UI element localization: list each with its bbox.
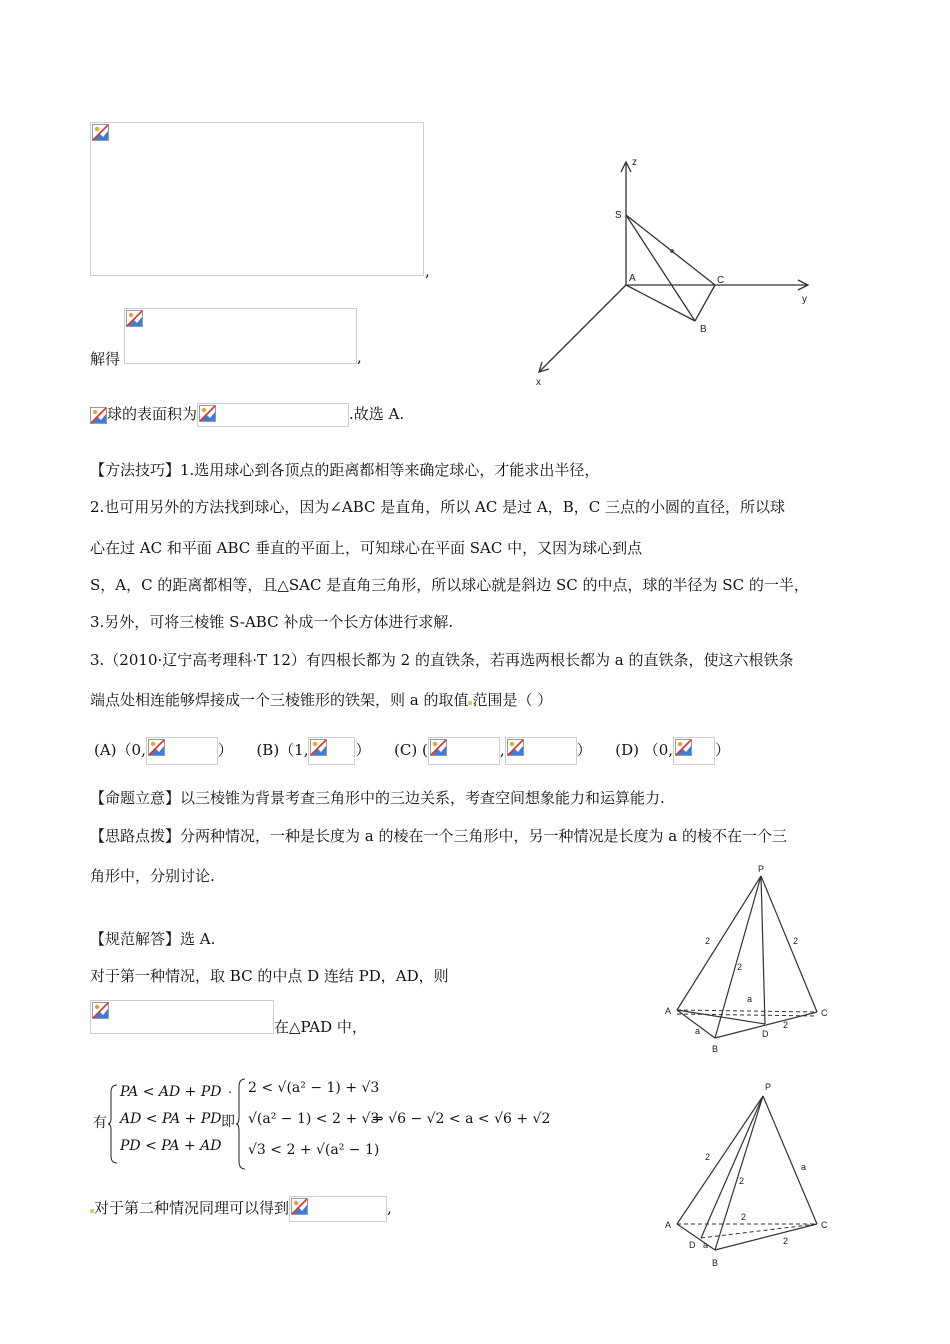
ji-label: 即 — [221, 1114, 235, 1130]
method-line: S，A，C 的距离都相等，且△SAC 是直角三角形，所以球心就是斜边 SC 的中点，球的半径为 SC 的一半， — [90, 576, 809, 594]
edge-label: 2 — [705, 1152, 711, 1162]
method-line: 【方法技巧】1.选用球心到各顶点的距离都相等来确定球心，才能求出半径， — [90, 461, 600, 479]
point-label-a: A — [629, 273, 636, 284]
method-line: 心在过 AC 和平面 ABC 垂直的平面上，可知球心在平面 SAC 中，又因为球心到点 — [90, 539, 643, 557]
in-pad-text: 在△PAD 中， — [274, 1018, 367, 1036]
edge-label: a — [695, 1026, 701, 1036]
answer-options — [94, 737, 730, 765]
hint-line: 【思路点拨】分两种情况，一种是长度为 a 的棱在一个三角形中，另一种情况是长度为 a 的棱不在一个三 — [90, 827, 787, 845]
answer-text: 对于第二种情况同理可以得到 — [94, 1199, 290, 1217]
problem-text: 范围是（ ） — [472, 691, 553, 709]
formula-image-placeholder — [90, 122, 424, 276]
axis-label-y: y — [802, 294, 807, 305]
comma: , — [357, 348, 362, 366]
option-b-close: ） — [355, 741, 371, 759]
implication: ⇒ √6 − √2 < a < √6 + √2 — [372, 1111, 551, 1127]
intent-line: 【命题立意】以三棱锥为背景考查三角形中的三边关系，考查空间想象能力和运算能力. — [90, 789, 665, 807]
vertex-label-b: B — [712, 1258, 719, 1268]
axis-label-x: x — [536, 377, 541, 388]
edge-label: 2 — [737, 962, 743, 972]
axis-label-z: z — [632, 157, 637, 168]
point-label-c: C — [717, 275, 725, 286]
formula-image-placeholder — [673, 737, 715, 765]
method-line: 2.也可用另外的方法找到球心，因为∠ABC 是直角，所以 AC 是过 A，B，C 三点的小圆的直径，所以球 — [90, 498, 785, 516]
formula-image-placeholder — [90, 1000, 274, 1034]
answer-line: 【规范解答】选 A. — [90, 930, 216, 948]
broken-image-icon — [92, 1002, 109, 1019]
edge-label: 2 — [739, 1176, 745, 1186]
broken-image-icon — [148, 739, 165, 756]
you-label: 有 — [93, 1115, 107, 1131]
formula-image-placeholder — [428, 737, 500, 765]
vertex-label-p: P — [765, 1082, 772, 1092]
option-a-label: (A)（0, — [94, 741, 146, 759]
surface-text: 球的表面积为 — [107, 405, 198, 423]
left-ineq: PD < PA + AD — [120, 1138, 222, 1154]
edge-label: a — [747, 994, 753, 1004]
edge-label: a — [703, 1240, 709, 1250]
vertex-label-a: A — [665, 1220, 672, 1230]
coordinate-axes-figure — [525, 150, 825, 390]
broken-image-icon — [90, 407, 107, 424]
broken-image-icon — [126, 310, 143, 327]
edge-label: 2 — [783, 1236, 789, 1246]
broken-image-icon — [310, 739, 327, 756]
answer-last-line — [90, 1196, 392, 1222]
option-c-label: (C) ( — [394, 741, 428, 759]
vertex-label-c: C — [821, 1220, 828, 1230]
option-b[interactable] — [256, 741, 370, 759]
vertex-label-p: P — [758, 864, 765, 874]
comma: , — [425, 262, 430, 280]
choose-text: .故选 A. — [349, 405, 405, 423]
formula-image-placeholder — [505, 737, 577, 765]
answer-line: 对于第一种情况，取 BC 的中点 D 连结 PD，AD，则 — [90, 967, 449, 985]
vertex-label-c: C — [821, 1008, 828, 1018]
right-ineq: √(a² − 1) < 2 + √3 — [248, 1111, 380, 1127]
comma: , — [387, 1199, 392, 1217]
edge-label: 2 — [783, 1020, 789, 1030]
option-a[interactable] — [94, 741, 233, 759]
broken-image-icon — [291, 1198, 308, 1215]
option-d-label: (D) （0, — [615, 741, 674, 759]
left-ineq: AD < PA + PD — [120, 1111, 222, 1127]
vertex-label-b: B — [712, 1044, 719, 1054]
vertex-label-a: A — [665, 1006, 672, 1016]
edge-label: 2 — [741, 1212, 747, 1222]
edge-label: a — [801, 1162, 807, 1172]
formula-image-placeholder — [124, 308, 357, 364]
midpoint-dot — [670, 249, 674, 253]
problem-text: 端点处相连能够焊接成一个三棱锥形的铁架，则 a 的取值 — [90, 691, 469, 709]
vertex-label-d: D — [762, 1029, 769, 1039]
formula-image-placeholder — [146, 737, 218, 765]
broken-image-icon — [92, 124, 109, 141]
option-c-comma: , — [499, 741, 505, 759]
broken-image-icon — [430, 739, 447, 756]
tetrahedron-figure-1 — [655, 862, 835, 1062]
tetrahedron-figure-2 — [655, 1078, 835, 1278]
option-b-label: (B)（1, — [256, 741, 309, 759]
formula-image-placeholder — [289, 1196, 387, 1222]
solve-label: 解得 — [90, 350, 121, 368]
option-a-close: ） — [217, 741, 233, 759]
broken-image-icon — [675, 739, 692, 756]
problem-line: 3.（2010·辽宁高考理科·T 12）有四根长都为 2 的直铁条，若再选两根长都为 a 的直铁条，使这六根铁条 — [90, 651, 794, 669]
surface-area-line — [90, 403, 404, 427]
option-d[interactable] — [615, 741, 730, 759]
right-ineq: √3 < 2 + √(a² − 1) — [248, 1142, 380, 1158]
right-ineq: 2 < √(a² − 1) + √3 — [248, 1080, 380, 1096]
point-label-b: B — [700, 324, 707, 335]
problem-line — [90, 690, 552, 710]
left-brace — [108, 1084, 118, 1164]
vertex-label-d: D — [689, 1240, 696, 1250]
broken-image-icon — [507, 739, 524, 756]
formula-image-placeholder — [308, 737, 355, 765]
inequality-system: 有 PA < AD + PD . AD < PA + PD PD < PA + AD 即 2 < √(a² − 1) + √3 √(a² − 1) < 2 + √3 √3 < 2 + √(a² − 1) ⇒ √6 − √2 < a < √6 + √2 — [90, 1078, 560, 1173]
edge-label: 2 — [705, 936, 711, 946]
option-c-close: ） — [576, 741, 592, 759]
edge-label: 2 — [793, 936, 799, 946]
broken-image-icon — [199, 405, 216, 422]
method-line: 3.另外，可将三棱锥 S-ABC 补成一个长方体进行求解. — [90, 613, 454, 631]
formula-image-placeholder — [197, 403, 349, 427]
right-brace — [236, 1078, 246, 1170]
hint-line: 角形中，分别讨论. — [90, 867, 215, 885]
option-c[interactable] — [394, 741, 592, 759]
point-label-s: S — [615, 210, 622, 221]
left-ineq: PA < AD + PD — [120, 1084, 222, 1100]
option-d-close: ） — [715, 741, 731, 759]
